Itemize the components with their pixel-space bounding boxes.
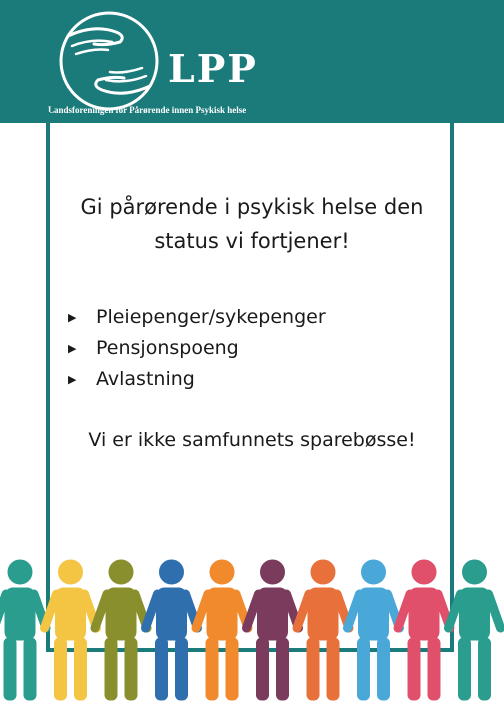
bullet-item	[66, 302, 326, 333]
bullet-text: Pensjonspoeng	[96, 337, 239, 359]
logo-subtitle: Landsforeningen for Pårørende innen Psykisk helse	[48, 105, 247, 115]
bullet-text: Pleiepenger/sykepenger	[96, 306, 326, 328]
bullet-text: Avlastning	[96, 368, 195, 390]
person-figure-icon	[95, 560, 147, 700]
person-figure-icon	[398, 560, 450, 700]
header-banner	[0, 0, 504, 123]
person-figure-icon	[449, 560, 501, 700]
hands-logo-icon	[54, 6, 164, 116]
bullet-triangle-icon: ▶	[68, 342, 77, 355]
person-figure-icon	[0, 560, 46, 700]
headline	[50, 190, 454, 258]
bullet-list	[66, 302, 326, 395]
person-figure-icon	[146, 560, 198, 700]
person-figure-icon	[45, 560, 97, 700]
bullet-item	[66, 364, 326, 395]
bullet-triangle-icon: ▶	[68, 373, 77, 386]
people-illustration	[0, 548, 504, 705]
bullet-item	[66, 333, 326, 364]
bullet-triangle-icon: ▶	[68, 311, 77, 324]
headline-line-1: Gi pårørende i psykisk helse den	[80, 195, 424, 219]
logo-text: LPP	[168, 46, 258, 91]
person-figure-icon	[196, 560, 248, 700]
person-figure-icon	[247, 560, 299, 700]
headline-line-2: status vi fortjener!	[154, 229, 350, 253]
slogan: Vi er ikke samfunnets sparebøsse!	[88, 429, 416, 451]
person-figure-icon	[297, 560, 349, 700]
person-figure-icon	[348, 560, 400, 700]
